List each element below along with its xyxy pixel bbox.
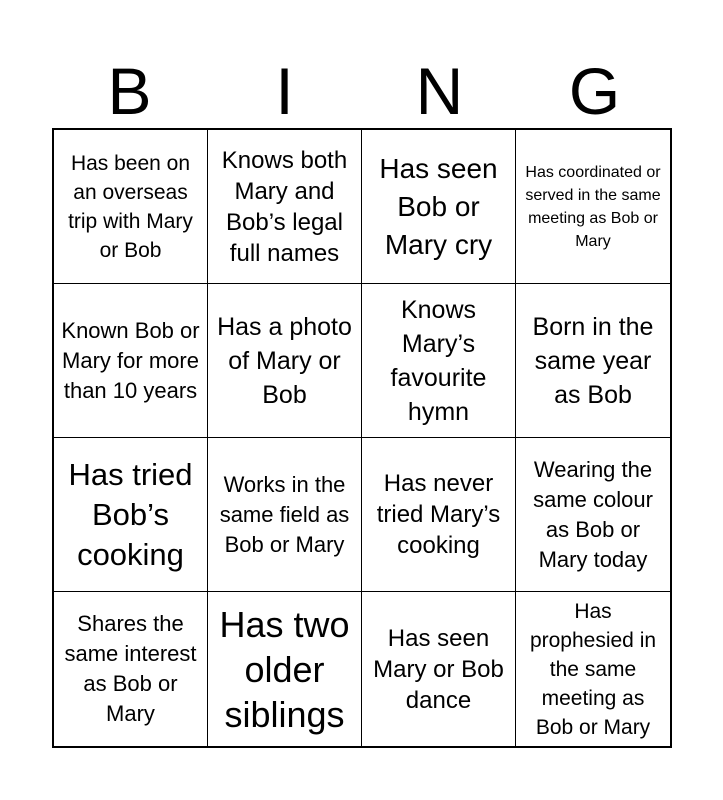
bingo-cell-text: Has a photo of Mary or Bob: [217, 312, 352, 409]
bingo-cell-text: Has two older siblings: [219, 603, 350, 735]
bingo-cell-text: Has tried Bob’s cooking: [68, 456, 193, 572]
bingo-cell-text: Has prophesied in the same meeting as Bob or Mary: [529, 599, 657, 739]
header-letter-n: N: [415, 54, 464, 128]
bingo-cell[interactable]: [54, 438, 208, 592]
bingo-cell-text: Wearing the same colour as Bob or Mary today: [533, 456, 653, 572]
bingo-cell[interactable]: [54, 284, 208, 438]
header-letter-b: B: [107, 54, 152, 128]
header-letter-g: G: [568, 54, 621, 128]
bingo-cell[interactable]: [54, 130, 208, 284]
bingo-cell[interactable]: [516, 592, 670, 746]
bingo-cell[interactable]: [208, 592, 362, 746]
bingo-cell[interactable]: [362, 438, 516, 592]
bingo-cell[interactable]: [54, 592, 208, 746]
bingo-header: [52, 50, 672, 128]
bingo-cell-text: Shares the same interest as Bob or Mary: [64, 611, 197, 726]
header-letter-i: I: [275, 54, 294, 128]
bingo-cell[interactable]: [516, 284, 670, 438]
bingo-cell-text: Has never tried Mary’s cooking: [376, 470, 501, 559]
bingo-cell[interactable]: [362, 284, 516, 438]
bingo-cell[interactable]: [516, 130, 670, 284]
bingo-cell[interactable]: [516, 438, 670, 592]
bingo-cell-text: Has seen Mary or Bob dance: [373, 624, 504, 714]
bingo-cell-text: Has coordinated or served in the same meeting as Bob or Mary: [525, 163, 661, 250]
bingo-cell-text: Has been on an overseas trip with Mary or Bob: [68, 151, 193, 262]
bingo-cell-text: Known Bob or Mary for more than 10 years: [61, 317, 200, 403]
bingo-cell[interactable]: [208, 438, 362, 592]
bingo-cell-text: Knows both Mary and Bob’s legal full names: [221, 146, 348, 267]
bingo-cell[interactable]: [208, 284, 362, 438]
bingo-cell-text: Born in the same year as Bob: [532, 312, 654, 409]
bingo-cell-text: Has seen Bob or Mary cry: [379, 152, 498, 260]
bingo-cell-text: Works in the same field as Bob or Mary: [219, 471, 350, 557]
bingo-cell[interactable]: [362, 592, 516, 746]
bingo-cell[interactable]: [208, 130, 362, 284]
bingo-card-grid: [52, 128, 672, 748]
bingo-cell-text: Knows Mary’s favourite hymn: [390, 295, 487, 426]
bingo-cell[interactable]: [362, 130, 516, 284]
